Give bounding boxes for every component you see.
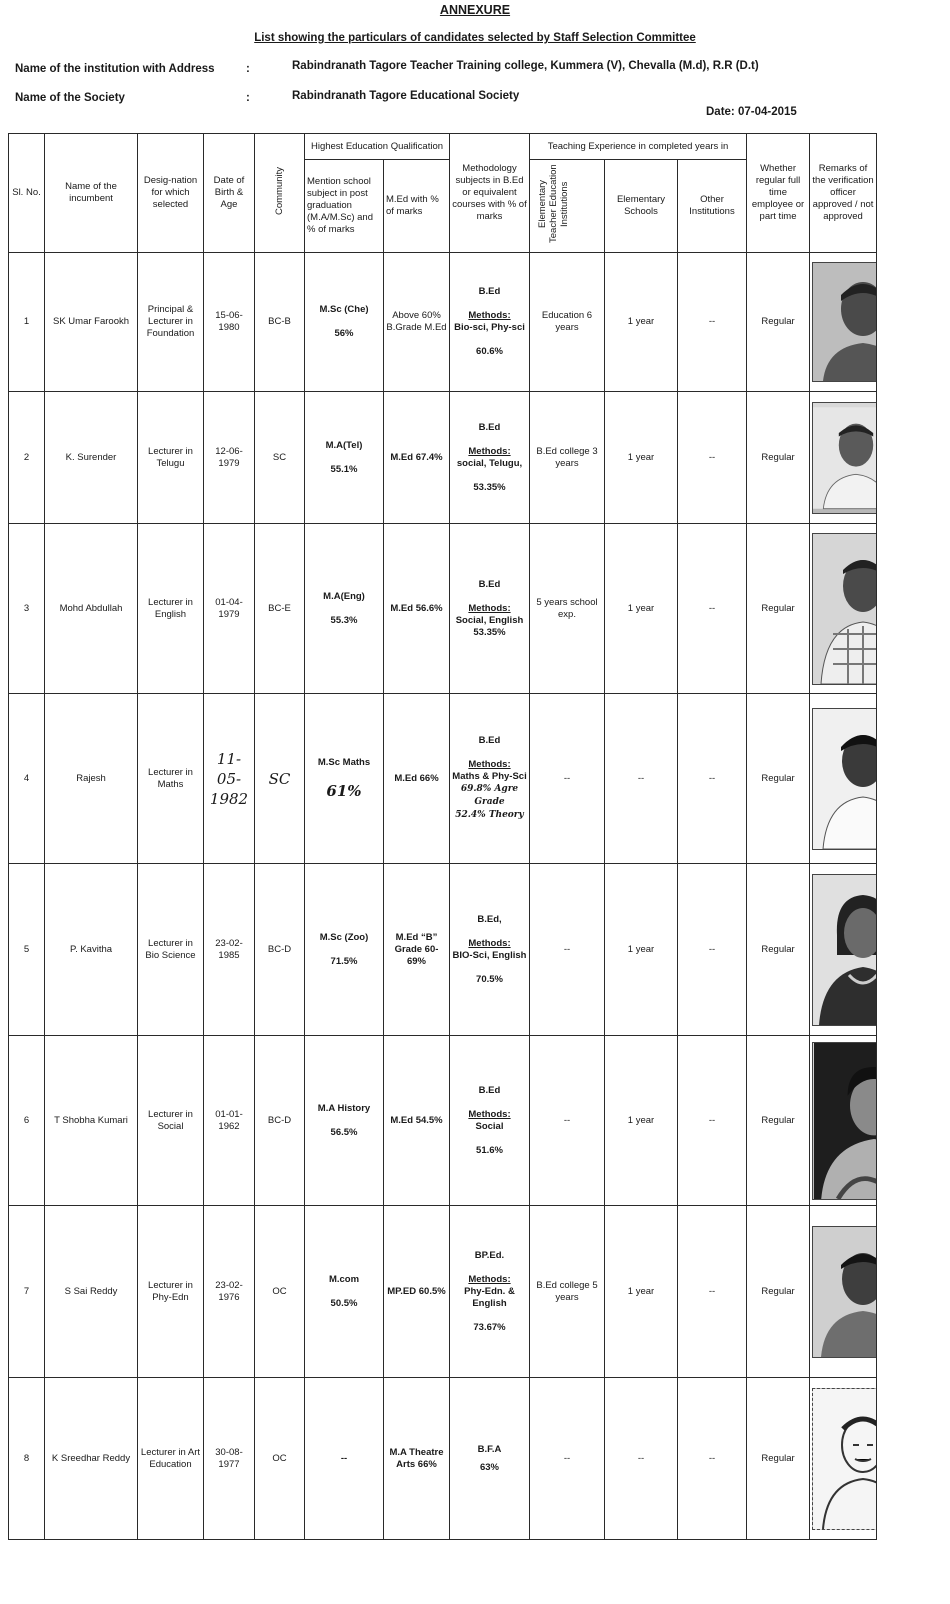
cell-exp-schools: 1 year	[605, 392, 678, 524]
cell-exp-tei: 5 years school exp.	[530, 524, 605, 694]
cell-designation: Lecturer in Art Education	[138, 1378, 204, 1540]
cell-med: M.A Theatre Arts 66%	[384, 1378, 450, 1540]
header-regular: Whether regular full time employee or part time	[747, 134, 810, 253]
cell-name: K Sreedhar Reddy	[45, 1378, 138, 1540]
cell-exp-other: --	[678, 694, 747, 864]
table-row	[9, 864, 877, 1036]
cell-dob: 15-06-1980	[204, 253, 255, 392]
pg-pct-handwritten: 61%	[326, 781, 362, 800]
cell-sl: 4	[9, 694, 45, 864]
header-exp-tei-text: Elementary Teacher Education Institutions	[537, 164, 570, 244]
cell-name: P. Kavitha	[45, 864, 138, 1036]
cell-med: Above 60% B.Grade M.Ed	[384, 253, 450, 392]
community-handwritten: SC	[268, 769, 291, 788]
meth-pct: 60.6%	[476, 346, 503, 357]
cell-methodology	[450, 524, 530, 694]
cell-med: M.Ed “B” Grade 60-69%	[384, 864, 450, 1036]
table-row	[9, 694, 877, 864]
header-designation: Desig-nation for which selected	[138, 134, 204, 253]
document-date: Date: 07-04-2015	[706, 106, 797, 118]
dob-handwritten: 11-05-1982	[209, 749, 249, 808]
pg-pct: 55.1%	[330, 463, 358, 475]
cell-exp-tei: B.Ed college 5 years	[530, 1206, 605, 1378]
meth-pct2-handwritten: 52.4% Theory	[455, 810, 524, 820]
cell-dob: 01-01-1962	[204, 1036, 255, 1206]
meth-subjects: BIO-Sci, English	[452, 949, 527, 961]
cell-name: S Sai Reddy	[45, 1206, 138, 1378]
cell-exp-tei: B.Ed college 3 years	[530, 392, 605, 524]
cell-dob: 30-08-1977	[204, 1378, 255, 1540]
cell-community: OC	[255, 1206, 305, 1378]
cell-exp-other: --	[678, 1206, 747, 1378]
meth-subjects: Phy-Edn. & English	[464, 1285, 515, 1309]
cell-sl: 1	[9, 253, 45, 392]
cell-pg	[305, 1036, 384, 1206]
table-header-row	[9, 134, 877, 160]
meth-label: Methods:	[468, 445, 511, 457]
header-community	[255, 134, 305, 253]
cell-regular: Regular	[747, 524, 810, 694]
meth-degree: B.Ed	[478, 578, 501, 590]
meth-pct: 53.35%	[473, 626, 506, 638]
cell-photo	[810, 392, 877, 524]
cell-photo	[810, 1378, 877, 1540]
cell-exp-schools: --	[605, 1378, 678, 1540]
cell-exp-tei: --	[530, 864, 605, 1036]
cell-photo	[810, 1206, 877, 1378]
cell-community: BC-D	[255, 864, 305, 1036]
cell-community: SC	[255, 392, 305, 524]
society-colon: :	[246, 92, 250, 104]
cell-exp-other: --	[678, 1036, 747, 1206]
header-pg: Mention school subject in post graduation (M.A/M.Sc) and % of marks	[305, 160, 384, 253]
institution-colon: :	[246, 63, 250, 75]
cell-designation: Lecturer in Phy-Edn	[138, 1206, 204, 1378]
cell-name: K. Surender	[45, 392, 138, 524]
cell-pg	[305, 1378, 384, 1540]
meth-label: Methods:	[468, 1108, 511, 1120]
candidate-photo	[812, 533, 877, 685]
cell-exp-schools: 1 year	[605, 864, 678, 1036]
cell-designation: Principal & Lecturer in Foundation	[138, 253, 204, 392]
institution-value: Rabindranath Tagore Teacher Training college, Kummera (V), Chevalla (M.d), R.R (D.t)	[292, 60, 759, 72]
cell-regular: Regular	[747, 1206, 810, 1378]
institution-label: Name of the institution with Address	[15, 63, 215, 75]
annexure-heading: ANNEXURE	[439, 3, 511, 17]
pg-subject: M.Sc Maths	[317, 756, 371, 768]
cell-exp-tei: --	[530, 1378, 605, 1540]
meth-label: Methods:	[468, 602, 511, 614]
meth-subjects: Bio-sci, Phy-sci	[454, 322, 525, 333]
table-row	[9, 1378, 877, 1540]
cell-pg	[305, 1206, 384, 1378]
cell-dob: 23-02-1976	[204, 1206, 255, 1378]
pg-subject: M.A History	[317, 1102, 371, 1114]
society-label: Name of the Society	[15, 92, 125, 104]
pg-subject: --	[340, 1452, 348, 1464]
cell-exp-tei: Education 6 years	[530, 253, 605, 392]
cell-exp-other: --	[678, 392, 747, 524]
cell-sl: 2	[9, 392, 45, 524]
cell-med: M.Ed 67.4%	[384, 392, 450, 524]
pg-subject: M.Sc (Che)	[319, 304, 369, 315]
table-row	[9, 524, 877, 694]
meth-pct: 53.35%	[473, 481, 506, 493]
meth-subjects: Social, English	[455, 614, 524, 626]
meth-degree: B.Ed	[478, 1084, 501, 1096]
meth-degree: B.Ed	[478, 735, 501, 746]
cell-exp-other: --	[678, 1378, 747, 1540]
cell-designation: Lecturer in English	[138, 524, 204, 694]
cell-community: BC-E	[255, 524, 305, 694]
meth-degree: BP.Ed.	[474, 1249, 505, 1261]
header-methodology: Methodology subjects in B.Ed or equivalent courses with % of marks	[450, 134, 530, 253]
cell-sl: 7	[9, 1206, 45, 1378]
cell-community: OC	[255, 1378, 305, 1540]
society-value: Rabindranath Tagore Educational Society	[292, 90, 520, 102]
meth-label: Methods:	[468, 759, 511, 770]
candidate-photo	[812, 262, 877, 382]
header-exp-tei	[530, 160, 605, 253]
meth-degree: B.Ed	[478, 421, 501, 433]
cell-designation: Lecturer in Bio Science	[138, 864, 204, 1036]
cell-dob: 12-06-1979	[204, 392, 255, 524]
cell-designation: Lecturer in Telugu	[138, 392, 204, 524]
meth-degree: B.F.A	[477, 1443, 502, 1455]
candidate-photo	[812, 1388, 877, 1530]
meth-pct: 63%	[479, 1461, 499, 1473]
candidate-photo	[812, 708, 877, 850]
meth-degree: B.Ed	[478, 286, 501, 297]
cell-regular: Regular	[747, 694, 810, 864]
cell-photo	[810, 694, 877, 864]
cell-exp-other: --	[678, 253, 747, 392]
header-highest-education: Highest Education Qualification	[305, 134, 450, 160]
cell-dob: 01-04-1979	[204, 524, 255, 694]
cell-sl: 3	[9, 524, 45, 694]
cell-med: M.Ed 66%	[384, 694, 450, 864]
header-exp-other: Other Institutions	[678, 160, 747, 253]
meth-pct: 70.5%	[476, 973, 503, 985]
header-exp-schools: Elementary Schools	[605, 160, 678, 253]
cell-pg	[305, 253, 384, 392]
cell-exp-schools: 1 year	[605, 253, 678, 392]
cell-name: SK Umar Farookh	[45, 253, 138, 392]
pg-subject: M.com	[328, 1273, 360, 1285]
meth-subjects: Social	[475, 1120, 504, 1132]
cell-sl: 5	[9, 864, 45, 1036]
document-subtitle: List showing the particulars of candidates selected by Staff Selection Committee	[254, 32, 696, 44]
pg-pct: 55.3%	[330, 614, 358, 626]
candidate-photo	[812, 1042, 877, 1200]
cell-community	[255, 694, 305, 864]
cell-pg	[305, 694, 384, 864]
candidate-photo	[812, 402, 877, 514]
cell-exp-other: --	[678, 864, 747, 1036]
meth-label: Methods:	[468, 310, 511, 321]
meth-subjects: Maths & Phy-Sci	[452, 771, 527, 782]
pg-pct: 56%	[334, 328, 354, 339]
cell-photo	[810, 253, 877, 392]
cell-med: MP.ED 60.5%	[384, 1206, 450, 1378]
meth-subjects: social, Telugu,	[456, 457, 523, 469]
cell-regular: Regular	[747, 253, 810, 392]
cell-pg	[305, 864, 384, 1036]
meth-pct: 73.67%	[473, 1321, 506, 1333]
meth-pct-handwritten: 69.8% Agre Grade	[460, 784, 519, 807]
cell-exp-tei: --	[530, 694, 605, 864]
pg-subject: M.A(Eng)	[323, 590, 365, 602]
header-sl-no: Sl. No.	[9, 134, 45, 253]
cell-dob: 23-02-1985	[204, 864, 255, 1036]
table-row	[9, 1206, 877, 1378]
candidate-photo	[812, 1226, 877, 1358]
cell-community: BC-D	[255, 1036, 305, 1206]
header-experience: Teaching Experience in completed years in	[530, 134, 747, 160]
cell-med: M.Ed 56.6%	[384, 524, 450, 694]
cell-methodology	[450, 253, 530, 392]
cell-dob	[204, 694, 255, 864]
cell-designation: Lecturer in Social	[138, 1036, 204, 1206]
candidates-table	[8, 133, 877, 1540]
pg-subject: M.A(Tel)	[325, 439, 363, 451]
cell-name: Rajesh	[45, 694, 138, 864]
meth-pct: 51.6%	[476, 1144, 503, 1156]
cell-community: BC-B	[255, 253, 305, 392]
cell-pg	[305, 524, 384, 694]
cell-methodology	[450, 1378, 530, 1540]
cell-designation: Lecturer in Maths	[138, 694, 204, 864]
cell-exp-schools: --	[605, 694, 678, 864]
cell-exp-schools: 1 year	[605, 1036, 678, 1206]
meth-degree: B.Ed,	[477, 913, 502, 925]
cell-methodology	[450, 864, 530, 1036]
table-row	[9, 1036, 877, 1206]
cell-regular: Regular	[747, 392, 810, 524]
meth-label: Methods:	[468, 1273, 511, 1285]
header-name: Name of the incumbent	[45, 134, 138, 253]
pg-pct: 71.5%	[330, 955, 358, 967]
cell-exp-schools: 1 year	[605, 524, 678, 694]
cell-regular: Regular	[747, 1036, 810, 1206]
header-med: M.Ed with % of marks	[384, 160, 450, 253]
cell-regular: Regular	[747, 1378, 810, 1540]
pg-subject: M.Sc (Zoo)	[319, 931, 369, 943]
cell-regular: Regular	[747, 864, 810, 1036]
cell-photo	[810, 864, 877, 1036]
candidate-photo	[812, 874, 877, 1026]
cell-methodology	[450, 1206, 530, 1378]
pg-pct: 50.5%	[330, 1297, 358, 1309]
cell-med: M.Ed 54.5%	[384, 1036, 450, 1206]
table-row	[9, 253, 877, 392]
cell-photo	[810, 1036, 877, 1206]
cell-exp-tei: --	[530, 1036, 605, 1206]
cell-pg	[305, 392, 384, 524]
cell-name: Mohd Abdullah	[45, 524, 138, 694]
header-dob: Date of Birth & Age	[204, 134, 255, 253]
cell-methodology	[450, 694, 530, 864]
cell-exp-other: --	[678, 524, 747, 694]
header-remarks: Remarks of the verification officer approved / not approved	[810, 134, 877, 253]
cell-methodology	[450, 392, 530, 524]
cell-exp-schools: 1 year	[605, 1206, 678, 1378]
header-community-text: Community	[274, 166, 285, 216]
cell-name: T Shobha Kumari	[45, 1036, 138, 1206]
meth-label: Methods:	[468, 937, 511, 949]
cell-methodology	[450, 1036, 530, 1206]
cell-photo	[810, 524, 877, 694]
table-row	[9, 392, 877, 524]
cell-sl: 8	[9, 1378, 45, 1540]
pg-pct: 56.5%	[330, 1126, 358, 1138]
cell-sl: 6	[9, 1036, 45, 1206]
